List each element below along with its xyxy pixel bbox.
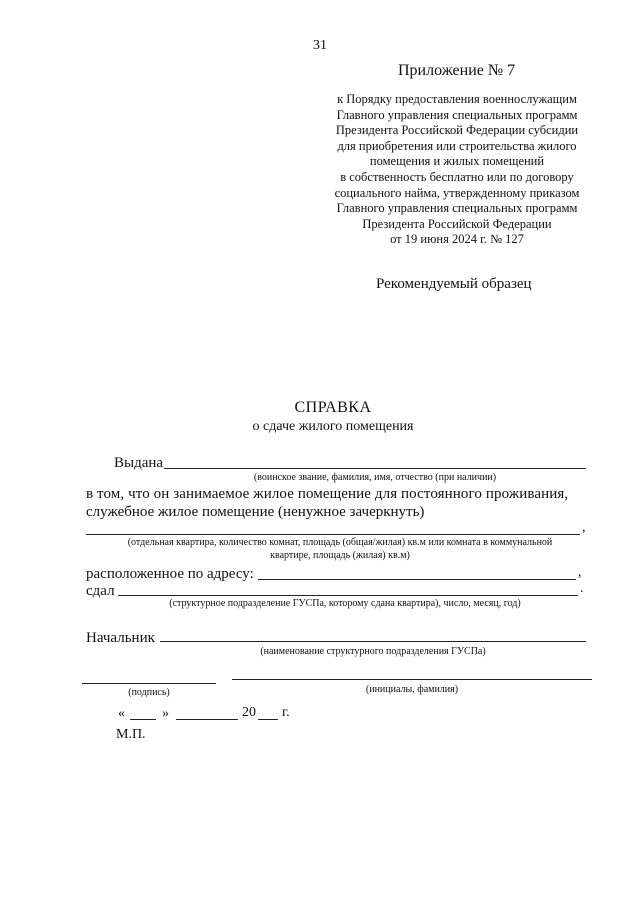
- date-quote-close: »: [162, 706, 169, 721]
- premises-hint-line-1: (отдельная квартира, количество комнат, площадь (общая/жилая) кв.м или комната в коммунальной: [127, 537, 553, 548]
- date-day-field[interactable]: [130, 719, 156, 720]
- premises-field[interactable]: [86, 534, 580, 535]
- date-quote-open: «: [118, 706, 125, 721]
- appendix-line: Главного управления специальных программ: [336, 201, 578, 216]
- date-year-suffix: г.: [282, 705, 290, 720]
- date-year-prefix: 20: [242, 705, 256, 720]
- address-comma: ,: [578, 565, 582, 580]
- date-month-field[interactable]: [176, 719, 238, 720]
- appendix-line: Главного управления специальных программ: [336, 107, 578, 122]
- appendix-title: Приложение № 7: [398, 62, 516, 79]
- appendix-line: Президента Российской Федерации: [362, 216, 552, 231]
- handed-period: .: [580, 581, 584, 596]
- issued-label: Выдана: [114, 455, 164, 471]
- appendix-line: помещения и жилых помещений: [369, 154, 545, 169]
- signature-field[interactable]: [82, 683, 216, 684]
- page-number: 31: [313, 38, 327, 53]
- handed-label: сдал: [86, 583, 115, 599]
- document-title: СПРАВКА: [294, 399, 372, 416]
- initials-field[interactable]: [232, 679, 592, 680]
- initials-hint: (инициалы, фамилия): [365, 684, 459, 695]
- issued-hint: (воинское звание, фамилия, имя, отчество (при наличии): [253, 472, 497, 483]
- issued-to-field[interactable]: [164, 468, 586, 469]
- appendix-line: в собственность бесплатно или по договору: [340, 169, 574, 184]
- recommended-sample-label: Рекомендуемый образец: [376, 276, 532, 292]
- handed-hint: (структурное подразделение ГУСПа, которому сдана квартира), число, месяц, год): [169, 598, 521, 609]
- address-label: расположенное по адресу:: [86, 566, 254, 582]
- appendix-line: от 19 июня 2024 г. № 127: [390, 232, 524, 247]
- body-text-line-2: служебное жилое помещение (ненужное зачеркнуть): [86, 504, 425, 520]
- premises-hint-line-2: квартире, площадь (жилая) кв.м): [270, 550, 410, 561]
- document-subtitle: о сдаче жилого помещения: [252, 419, 414, 434]
- appendix-line: к Порядку предоставления военнослужащим: [337, 92, 577, 106]
- appendix-line: Президента Российской Федерации субсидии: [335, 123, 579, 138]
- signature-hint: (подпись): [128, 687, 170, 698]
- body-text-line-1: в том, что он занимаемое жилое помещение для постоянного проживания,: [86, 486, 569, 502]
- appendix-line: для приобретения или строительства жилого: [337, 138, 577, 153]
- chief-label: Начальник: [86, 630, 155, 646]
- chief-unit-field[interactable]: [160, 641, 586, 642]
- appendix-line: социального найма, утвержденному приказом: [334, 185, 580, 200]
- chief-hint: (наименование структурного подразделения ГУСПа): [260, 646, 486, 657]
- appendix-reference: [322, 92, 592, 248]
- handed-field[interactable]: [118, 595, 578, 596]
- address-field[interactable]: [258, 579, 576, 580]
- date-year-field[interactable]: [258, 719, 278, 720]
- stamp-label: М.П.: [116, 727, 146, 742]
- premises-comma: ,: [582, 520, 586, 535]
